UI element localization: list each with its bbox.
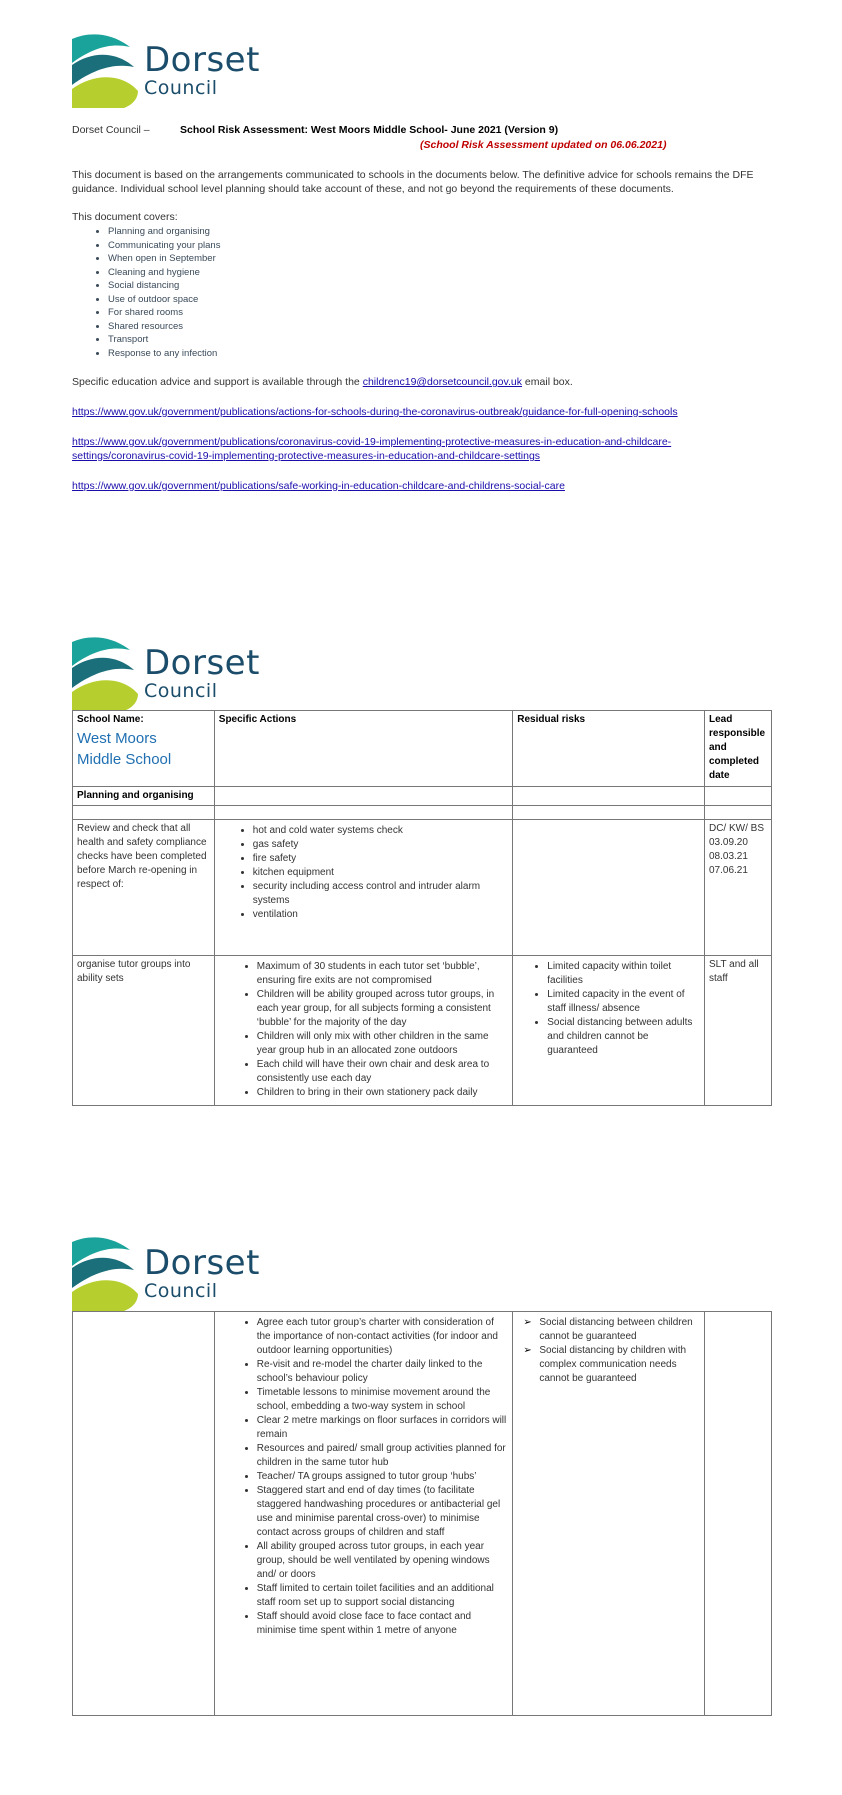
advice-after: email box. bbox=[522, 376, 573, 388]
logo-dorset: Dorset bbox=[144, 40, 260, 80]
table-row bbox=[73, 1312, 772, 1716]
list-item: • Social distancing bbox=[108, 279, 220, 293]
logo-dorset: Dorset bbox=[144, 1243, 260, 1283]
risks-cell bbox=[513, 820, 705, 956]
covers-list bbox=[72, 225, 220, 360]
list-item: ➢ Social distancing by children with complex communication needs cannot be guaranteed bbox=[539, 1344, 700, 1386]
lead-text: DC/ KW/ BS bbox=[708, 823, 764, 834]
item-cell bbox=[73, 1312, 215, 1716]
list-item: • Limited capacity in the event of staff illness/ absence bbox=[547, 988, 700, 1016]
header-lead-responsible: Lead responsible and completed date bbox=[704, 711, 771, 787]
dorset-council-logo bbox=[72, 636, 260, 711]
item-cell: Review and check that all health and safety compliance checks have been completed before March re-opening in respect of: bbox=[73, 820, 215, 956]
document-title: School Risk Assessment: West Moors Middle School- June 2021 (Version 9) bbox=[180, 124, 559, 136]
list-item: • Use of outdoor space bbox=[108, 293, 220, 307]
section-row bbox=[73, 787, 772, 806]
table-cell bbox=[214, 787, 512, 806]
list-item: • Each child will have their own chair and desk area to consistently use each day bbox=[257, 1058, 508, 1086]
intro-paragraph: This document is based on the arrangements communicated to schools in the documents below. The definitive advice for schools remains the DFE guidance. Individual school level planning should take account of these, and not go beyond the requirements of these documents. bbox=[72, 169, 754, 195]
list-item: • security including access control and intruder alarm systems bbox=[253, 880, 508, 908]
list-item: • Resources and paired/ small group activities planned for children in the same tutor hub bbox=[257, 1442, 509, 1470]
advice-text bbox=[72, 376, 573, 388]
dorset-council-logo bbox=[72, 33, 260, 108]
list-item: • Shared resources bbox=[108, 320, 220, 334]
updated-note: (School Risk Assessment updated on 06.06.2021) bbox=[420, 139, 667, 151]
list-item: • fire safety bbox=[253, 852, 508, 866]
list-item: • hot and cold water systems check bbox=[253, 824, 508, 838]
list-item: • Agree each tutor group’s charter with consideration of the importance of non-contact activities (for indoor and outdoor learning opportunities) bbox=[257, 1316, 509, 1358]
list-item: • Cleaning and hygiene bbox=[108, 266, 220, 280]
list-item: • ventilation bbox=[253, 908, 508, 922]
risks-cell bbox=[513, 956, 705, 1106]
table-cell bbox=[704, 787, 771, 806]
actions-cell bbox=[214, 820, 512, 956]
logo-text bbox=[144, 40, 260, 99]
list-item: • Staff limited to certain toilet facilities and an additional staff room set up to support social distancing bbox=[257, 1582, 509, 1610]
logo-council: Council bbox=[144, 77, 218, 99]
list-item: • Children will be ability grouped across tutor groups, in each year group, for all subjects forming a consistent ‘bubble’ for the majority of the day bbox=[257, 988, 508, 1030]
table-cell bbox=[704, 806, 771, 820]
list-item: • Maximum of 30 students in each tutor set ‘bubble’, ensuring fire exits are not compromised bbox=[257, 960, 508, 988]
advice-before: Specific education advice and support is available through the bbox=[72, 376, 363, 388]
header-specific-actions: Specific Actions bbox=[214, 711, 512, 787]
table-row bbox=[73, 820, 772, 956]
logo-dorset: Dorset bbox=[144, 643, 260, 683]
actions-cell bbox=[214, 1312, 513, 1716]
lead-cell: SLT and all staff bbox=[704, 956, 771, 1106]
logo-text bbox=[144, 1243, 260, 1302]
school-name-cell bbox=[73, 711, 215, 787]
logo-mark-icon bbox=[72, 1236, 142, 1311]
logo-mark-icon bbox=[72, 33, 142, 108]
logo-council: Council bbox=[144, 680, 218, 702]
covers-label: This document covers: bbox=[72, 211, 178, 223]
list-item: • Clear 2 metre markings on floor surfaces in corridors will remain bbox=[257, 1414, 509, 1442]
list-item: • Staff should avoid close face to face contact and minimise time spent within 1 metre of anyone bbox=[257, 1610, 509, 1638]
logo-text bbox=[144, 643, 260, 702]
list-item: • Response to any infection bbox=[108, 347, 220, 361]
list-item: • Communicating your plans bbox=[108, 239, 220, 253]
section-title: Planning and organising bbox=[73, 787, 215, 806]
list-item: • Planning and organising bbox=[108, 225, 220, 239]
list-item: • Timetable lessons to minimise movement around the school, embedding a two-way system in school bbox=[257, 1386, 509, 1414]
header-residual-risks: Residual risks bbox=[513, 711, 705, 787]
table-cell bbox=[73, 806, 215, 820]
email-link[interactable]: childrenc19@dorsetcouncil.gov.uk bbox=[362, 376, 523, 388]
lead-cell bbox=[704, 820, 771, 956]
logo-mark-icon bbox=[72, 636, 142, 711]
list-item: • kitchen equipment bbox=[253, 866, 508, 880]
guidance-link-2[interactable]: https://www.gov.uk/government/publications/coronavirus-covid-19-implementing-protective-measures-in-education-and-childcare-settings/coronavirus-covid-19-implementing-protective-measures-in-education-and-childcare-settings bbox=[72, 436, 672, 462]
guidance-link-1[interactable]: https://www.gov.uk/government/publications/actions-for-schools-during-the-coronavirus-outbreak/guidance-for-full-opening-schools bbox=[72, 406, 678, 418]
list-item: • Transport bbox=[108, 333, 220, 347]
actions-cell bbox=[214, 956, 512, 1106]
lead-date: 03.09.20 bbox=[708, 837, 748, 848]
list-item: • All ability grouped across tutor groups, in each year group, should be well ventilated by opening windows and/ or doors bbox=[257, 1540, 509, 1582]
table-row bbox=[73, 806, 772, 820]
school-name-line-1: West Moors bbox=[77, 730, 157, 747]
list-item: • For shared rooms bbox=[108, 306, 220, 320]
guidance-link-3[interactable]: https://www.gov.uk/government/publications/safe-working-in-education-childcare-and-childrens-social-care bbox=[72, 480, 565, 492]
logo-council: Council bbox=[144, 1280, 218, 1302]
page-3 bbox=[0, 1200, 842, 1795]
header-prefix: Dorset Council – bbox=[72, 124, 150, 136]
dorset-council-logo bbox=[72, 1236, 260, 1311]
list-item: ➢ Social distancing between children cannot be guaranteed bbox=[539, 1316, 700, 1344]
lead-date: 07.06.21 bbox=[708, 865, 748, 876]
lead-cell bbox=[705, 1312, 772, 1716]
list-item: • Limited capacity within toilet facilities bbox=[547, 960, 700, 988]
list-item: • Children will only mix with other children in the same year group hub in an allocated zone outdoors bbox=[257, 1030, 508, 1058]
table-row bbox=[73, 956, 772, 1106]
risks-cell bbox=[513, 1312, 705, 1716]
list-item: • Social distancing between adults and children cannot be guaranteed bbox=[547, 1016, 700, 1058]
page-2 bbox=[0, 600, 842, 1120]
list-item: • Re-visit and re-model the charter daily linked to the school’s behaviour policy bbox=[257, 1358, 509, 1386]
risk-assessment-table bbox=[72, 710, 772, 1106]
school-name-line-2: Middle School bbox=[77, 751, 172, 768]
risk-assessment-table-continued bbox=[72, 1311, 772, 1716]
list-item: • When open in September bbox=[108, 252, 220, 266]
table-cell bbox=[513, 806, 705, 820]
list-item: • Teacher/ TA groups assigned to tutor group ‘hubs’ bbox=[257, 1470, 509, 1484]
list-item: • gas safety bbox=[253, 838, 508, 852]
school-name-label: School Name: bbox=[77, 714, 144, 725]
list-item: • Children to bring in their own stationery pack daily bbox=[257, 1086, 508, 1100]
lead-date: 08.03.21 bbox=[708, 851, 748, 862]
table-cell bbox=[513, 787, 705, 806]
page-1 bbox=[0, 0, 842, 500]
table-cell bbox=[214, 806, 512, 820]
item-cell: organise tutor groups into ability sets bbox=[73, 956, 215, 1106]
list-item: • Staggered start and end of day times (to facilitate staggered handwashing procedures or antibacterial gel use and minimise parental cross-over) to minimise contact across groups of children and staff bbox=[257, 1484, 509, 1540]
table-header-row bbox=[73, 711, 772, 787]
